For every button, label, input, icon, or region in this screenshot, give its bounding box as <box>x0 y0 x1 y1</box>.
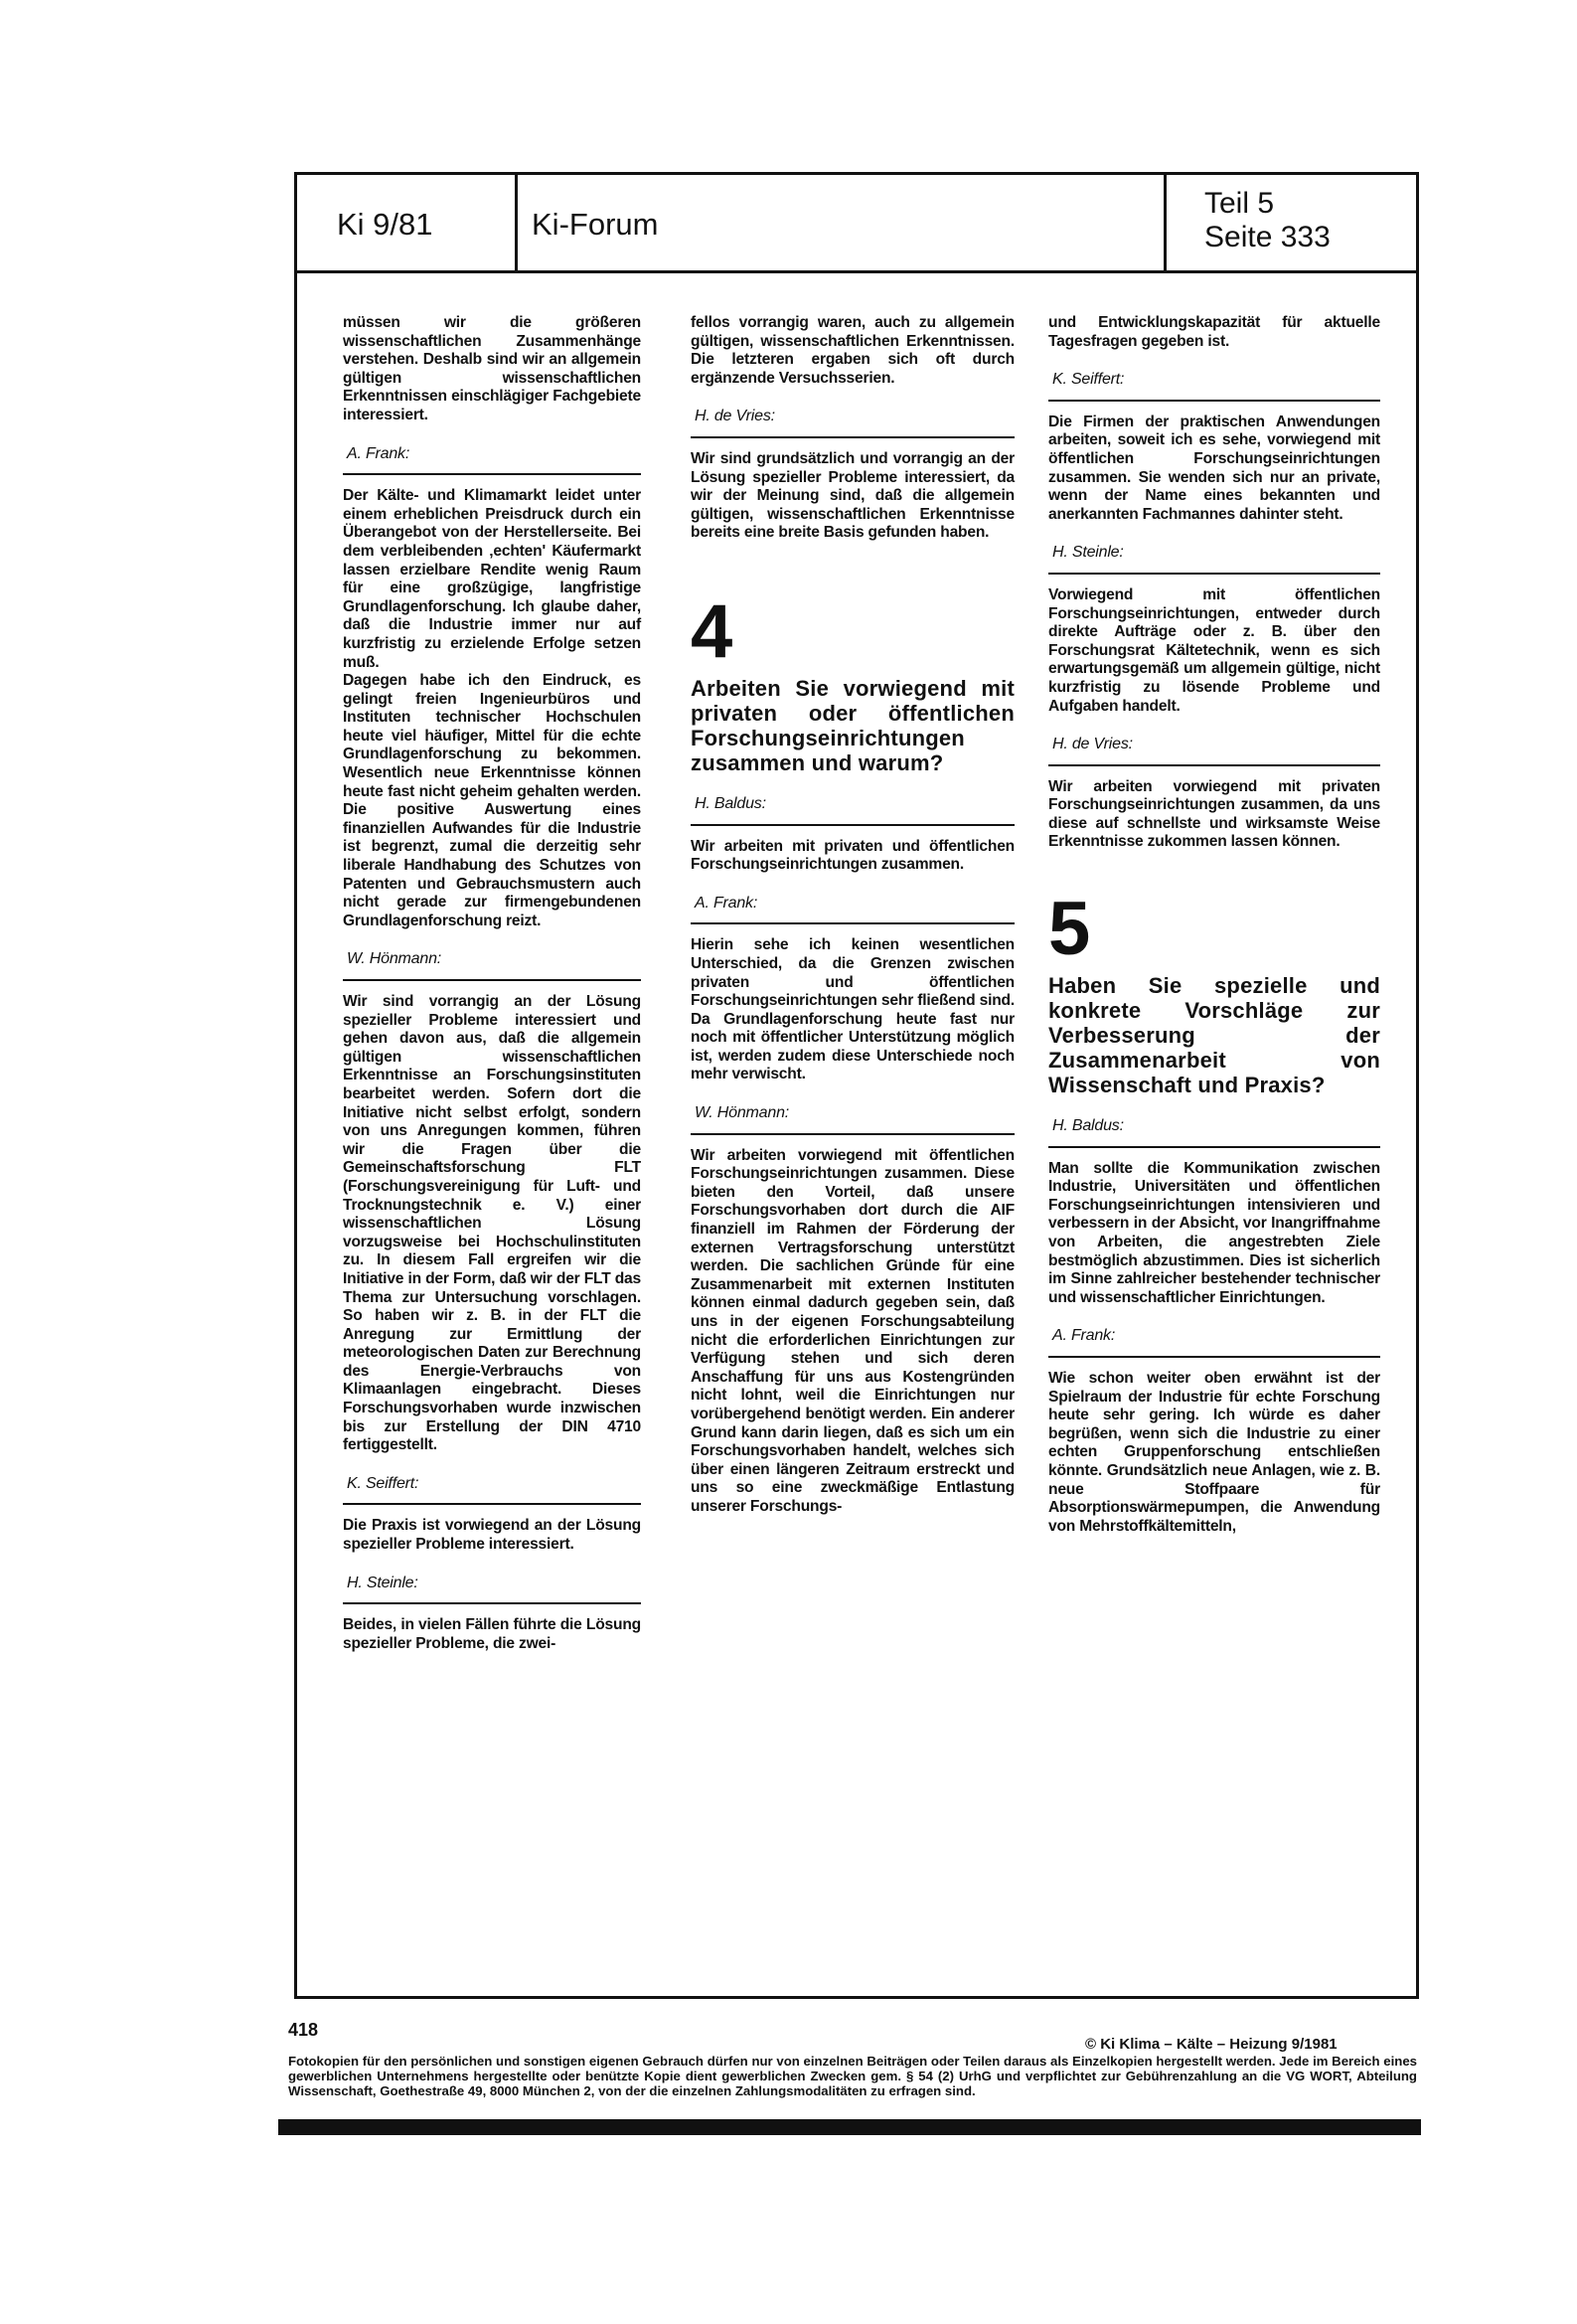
divider <box>691 436 1015 438</box>
paragraph: Wir arbeiten vorwiegend mit öffentlichen Forschungseinrichtungen zusammen. Diese bieten den Vorteil, daß unsere Forschungsvorhaben dort durch die AIF finanziell im Rahmen der Förderung der externen Vertragsforschung unterstützt werden. Die sachlichen Gründe für eine Zusammenarbeit mit externen Instituten können einmal dadurch gegeben sein, daß uns in der eigenen Forschungsabteilung nicht die erforderlichen Einrichtungen zur Verfügung stehen und sich deren Anschaffung für uns aus Kostengründen nicht lohnt, weil die Einrichtungen nur vorübergehend benötigt werden. Ein anderer Grund kann darin liegen, daß es sich um ein Forschungsvorhaben handelt, welches sich über einen längeren Zeitraum erstreckt und uns so eine zweckmäßige Entlastung unserer Forschungs- <box>691 1146 1015 1515</box>
divider <box>1048 1146 1380 1148</box>
paragraph: Die Praxis ist vorwiegend an der Lösung spezieller Probleme interessiert. <box>343 1517 641 1554</box>
paragraph: Man sollte die Kommunikation zwischen Industrie, Universitäten und öffentlichen Forschungseinrichtungen intensivieren und verbessern in der Absicht, vor Inangriffnahme von Arbeiten, die angestrebten Ziele bestmöglich abzustimmen. Dies ist sicherlich im Sinne zahlreicher bestehender technischer und wissenschaftlicher Einrichtungen. <box>1048 1159 1380 1306</box>
paragraph: Vorwiegend mit öffentlichen Forschungseinrichtungen, entweder durch direkte Aufträge oder z. B. über den Forschungsrat Kältetechnik, wenn es sich erwartungsgemäß um allgemein gültige, nicht kurzfristig zu lösende Probleme und Aufgaben handelt. <box>1048 585 1380 715</box>
page-header <box>297 175 1416 273</box>
spacer <box>1048 852 1380 892</box>
divider <box>1048 573 1380 575</box>
section-title: Ki-Forum <box>518 175 1167 270</box>
divider <box>1048 1356 1380 1358</box>
question-heading: Haben Sie spezielle und konkrete Vorschläge zur Verbesserung der Zusammenarbeit von Wissenschaft und Praxis? <box>1048 973 1380 1098</box>
paragraph: fellos vorrangig waren, auch zu allgemein gültigen, wissenschaftlichen Erkenntnissen. Die letzteren ergaben sich oft durch ergänzende Versuchsserien. <box>691 314 1015 387</box>
copyright-line: © Ki Klima – Kälte – Heizung 9/1981 <box>1085 2036 1338 2053</box>
column-3 <box>1048 314 1380 1536</box>
question-number: 5 <box>1048 887 1091 972</box>
author-label: K. Seiffert: <box>347 1474 419 1492</box>
author-label: W. Hönmann: <box>695 1104 790 1122</box>
bottom-bar <box>278 2119 1421 2135</box>
author-label: K. Seiffert: <box>1052 371 1125 389</box>
divider <box>343 1503 641 1505</box>
column-2 <box>691 314 1015 1517</box>
author-label: A. Frank: <box>347 444 410 462</box>
paragraph: Wir arbeiten vorwiegend mit privaten Forschungseinrichtungen zusammen, da uns diese auf schnellste und wirksamste Weise Erkenntnisse zukommen lassen können. <box>1048 777 1380 851</box>
author-label: H. de Vries: <box>1052 736 1133 753</box>
paragraph: Beides, in vielen Fällen führte die Lösung spezieller Probleme, die zwei- <box>343 1616 641 1652</box>
question-number: 4 <box>691 588 733 674</box>
author-label: W. Hönmann: <box>347 950 442 968</box>
author-label: H. Steinle: <box>1052 544 1124 562</box>
paragraph: Hierin sehe ich keinen wesentlichen Unterschied, da die Grenzen zwischen privaten und öffentlichen Forschungseinrichtungen sehr fließend sind. Da Grundlagenforschung heute fast nur noch mit öffentlicher Unterstützung möglich ist, werden zudem diese Unterschiede noch mehr verwischt. <box>691 936 1015 1083</box>
author-label: A. Frank: <box>695 894 758 912</box>
divider <box>343 979 641 981</box>
divider <box>343 473 641 475</box>
divider <box>691 922 1015 924</box>
author-label: A. Frank: <box>1052 1327 1116 1345</box>
paragraph: Die Firmen der praktischen Anwendungen arbeiten, soweit ich es sehe, vorwiegend mit öffentlichen Forschungseinrichtungen zusammen. Sie wenden sich nur an private, wenn der Name eines bekannten und anerkannten Fachmannes dahinter steht. <box>1048 413 1380 523</box>
paragraph: Wie schon weiter oben erwähnt ist der Spielraum der Industrie für echte Forschung heute sehr gering. Ich würde es daher begrüßen, wenn sich die Industrie zu einer echten Gruppenforschung entschließen könnte. Grundsätzlich neue Anlagen, wie z. B. neue Stoffpaare für Absorptionswärmepumpen, die Anwendung von Mehrstoffkältemitteln, <box>1048 1370 1380 1535</box>
question-heading: Arbeiten Sie vorwiegend mit privaten oder öffentlichen Forschungseinrichtungen zusammen und warum? <box>691 675 1015 775</box>
paragraph: Wir sind vorrangig an der Lösung spezieller Probleme interessiert und gehen davon aus, daß die allgemein gültigen wissenschaftlichen Erkenntnisse an Forschungsinstituten bearbeitet werden. Sofern dort die Initiative nicht selbst erfolgt, sondern von uns Anregungen kommen, führen wir die Fragen über die Gemeinschaftsforschung FLT (Forschungsvereinigung für Luft- und Trocknungstechnik e. V.) einer wissenschaftlichen Lösung vorzugsweise bei Hochschulinstituten zu. In diesem Fall ergreifen wir die Initiative in der Form, daß wir der FLT das Thema zur Untersuchung vorschlagen. So haben wir z. B. in der FLT die Anregung zur Ermittlung der meteorologischen Daten zur Berechnung des Energie-Verbrauchs von Klimaanlagen eingebracht. Dieses Forschungsvorhaben wurde inzwischen bis zur Erstellung der DIN 4710 fertiggestellt. <box>343 993 641 1454</box>
paragraph: Wir sind grundsätzlich und vorrangig an der Lösung spezieller Probleme interessiert, da wir der Meinung sind, daß die allgemein gültigen, wissenschaftlichen Erkenntnisse bereits eine breite Basis gefunden haben. <box>691 449 1015 542</box>
page-frame <box>294 172 1419 1999</box>
paragraph: Wir arbeiten mit privaten und öffentlichen Forschungseinrichtungen zusammen. <box>691 837 1015 874</box>
issue-label: Ki 9/81 <box>297 175 518 270</box>
page-label: Seite 333 <box>1204 221 1331 253</box>
spacer <box>691 543 1015 594</box>
paragraph: müssen wir die größeren wissenschaftlichen Zusammenhänge verstehen. Deshalb sind wir an allgemein gültigen wissenschaftlichen Erkenntnissen einschlägiger Fachgebiete interessiert. <box>343 314 641 423</box>
part-label: Teil 5 <box>1204 187 1275 220</box>
divider <box>343 1602 641 1604</box>
divider <box>691 1133 1015 1135</box>
page-reference <box>1167 175 1416 270</box>
column-1 <box>343 314 641 1653</box>
author-label: H. Baldus: <box>695 794 766 812</box>
paragraph: Der Kälte- und Klimamarkt leidet unter einem erheblichen Preisdruck durch ein Überangebot von der Herstellerseite. Bei dem verbleibenden ‚echten' Käufermarkt lassen erzielbare Rendite wenig Raum für eine großzügige, langfristige Grundlagenforschung. Ich glaube daher, daß die Industrie immer nur auf kurzfristig zu erzielende Erfolge setzen muß. <box>343 487 641 671</box>
paragraph: Dagegen habe ich den Eindruck, es gelingt freien Ingenieurbüros und Instituten technischer Hochschulen heute viel häufiger, Mittel für die echte Grundlagenforschung zu bekommen. Wesentlich neue Erkenntnisse können heute fast nicht geheim gehalten werden. Die positive Auswertung eines finanziellen Aufwandes für die Industrie ist begrenzt, zumal die derzeitig sehr liberale Handhabung des Schutzes von Patenten und Gebrauchsmustern auch nicht gerade zur firmengebundenen Grundlagenforschung reizt. <box>343 672 641 929</box>
copy-notice: Fotokopien für den persönlichen und sonstigen eigenen Gebrauch dürfen nur von einzelnen Beiträgen oder Teilen daraus als Einzelkopien hergestellt werden. Jede im Bereich eines gewerblichen Unternehmens hergestellte oder benützte Kopie dient gewerblichen Zwecken gem. § 54 (2) UrhG und verpflichtet zur Gebührenzahlung an die VG WORT, Abteilung Wissenschaft, Goethestraße 49, 8000 München 2, von der die einzelnen Zahlungsmodalitäten zu erfragen sind. <box>288 2054 1417 2098</box>
page-number: 418 <box>288 2020 319 2040</box>
divider <box>1048 400 1380 402</box>
paragraph: und Entwicklungskapazität für aktuelle Tagesfragen gegeben ist. <box>1048 314 1380 350</box>
author-label: H. Steinle: <box>347 1574 418 1591</box>
author-label: H. de Vries: <box>695 408 775 425</box>
divider <box>1048 764 1380 766</box>
divider <box>691 824 1015 826</box>
author-label: H. Baldus: <box>1052 1117 1124 1135</box>
